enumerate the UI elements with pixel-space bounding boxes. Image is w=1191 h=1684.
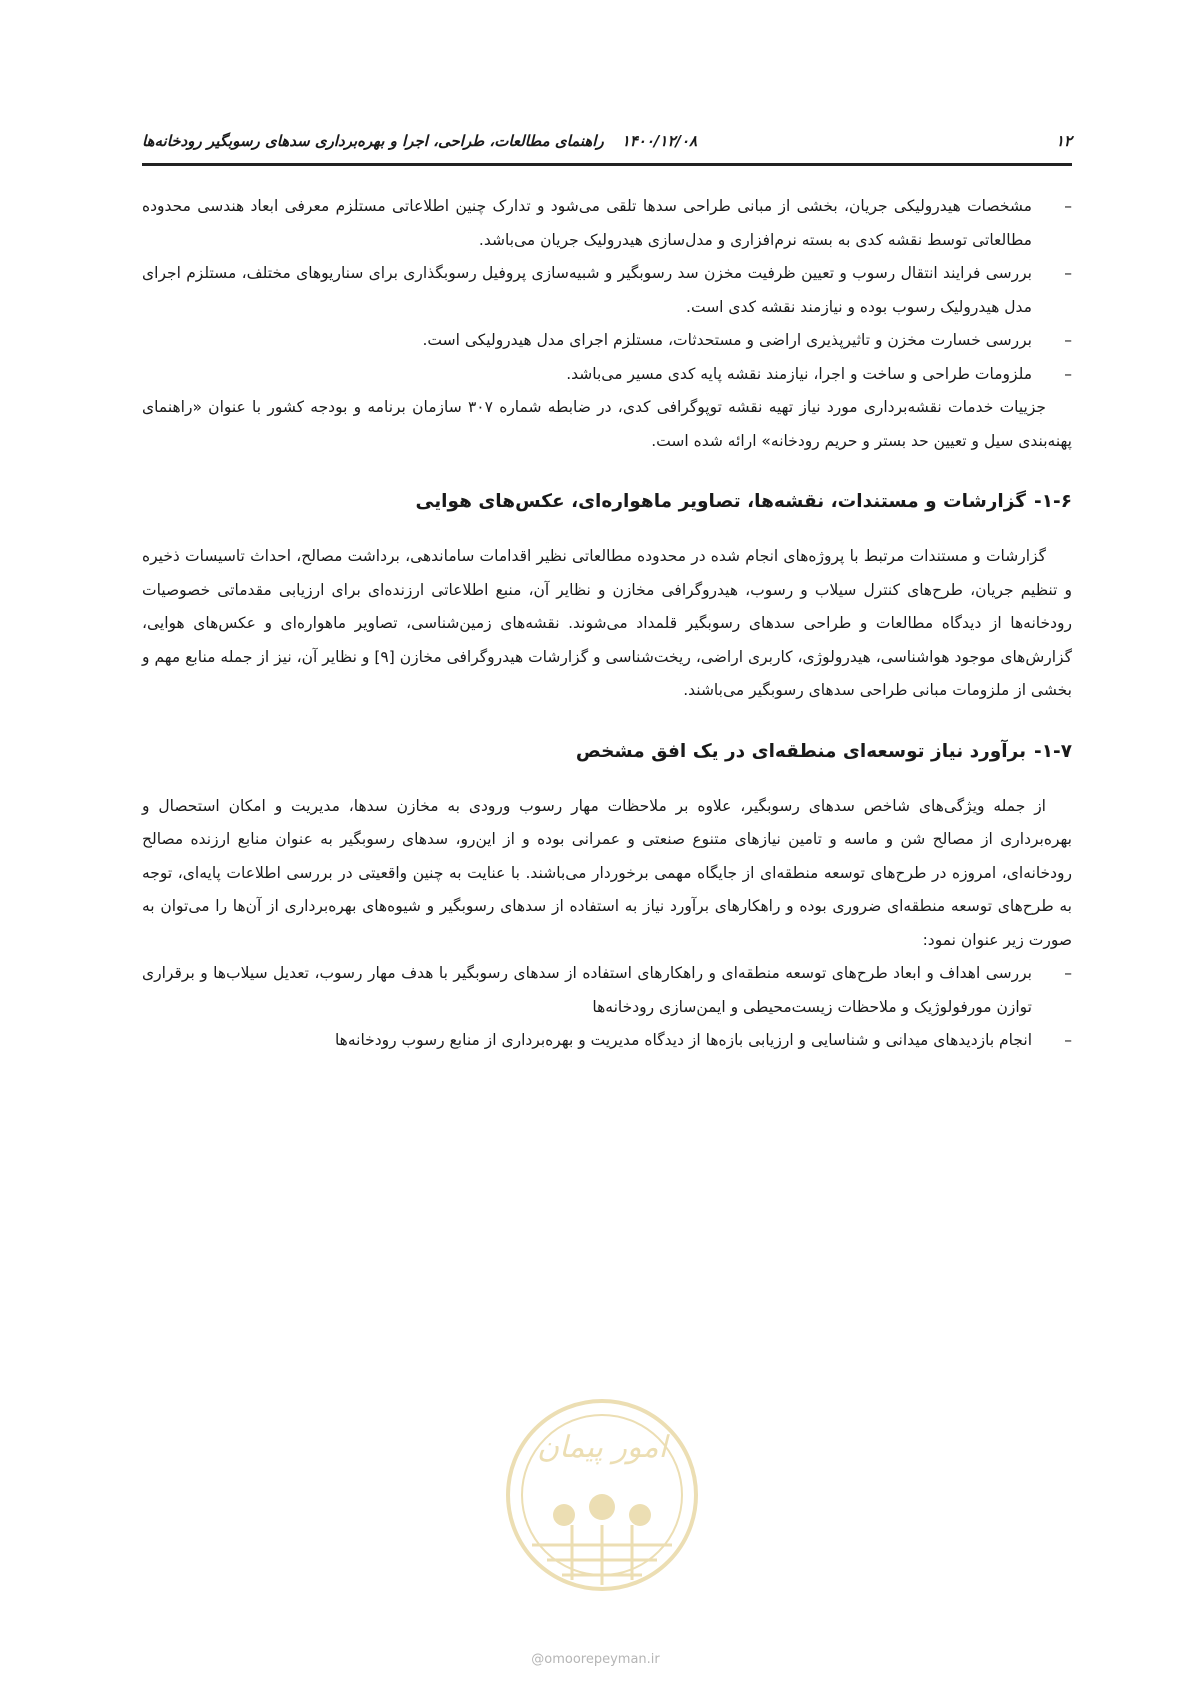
list-item	[142, 957, 1072, 1024]
section-number: ۱-۷-	[1034, 740, 1072, 762]
section-heading-1-7	[142, 734, 1072, 770]
bullet-dash: –	[1064, 331, 1072, 349]
section-title: برآورد نیاز توسعه‌ای منطقه‌ای در یک افق مشخص	[575, 740, 1027, 762]
list-item-text: بررسی فرایند انتقال رسوب و تعیین ظرفیت مخزن سد رسوبگیر و شبیه‌سازی پروفیل رسوبگذاری برای سناریوهای مختلف، مستلزم اجرای مدل هیدرولیک رسوب بوده و نیازمند نقشه کدی است.	[142, 264, 1032, 316]
paragraph-section-1-6: گزارشات و مستندات مرتبط با پروژه‌های انجام شده در محدوده مطالعاتی نظیر اقدامات ساماندهی، برداشت مصالح، احداث تاسیسات ذخیره و تنظیم جریان، طرح‌های کنترل سیلاب و رسوب، هیدروگرافی مخازن و نظایر آن، منبع اطلاعاتی ارزنده‌ای برای ارزیابی مقدماتی خصوصیات رودخانه‌ها از دیدگاه مطالعات و طراحی سدهای رسوبگیر قلمداد می‌شوند. نقشه‌های زمین‌شناسی، تصاویر ماهواره‌ای و عکس‌های هوایی، گزارش‌های موجود هواشناسی، هیدرولوژی، کاربری اراضی، ریخت‌شناسی و گزارشات هیدروگرافی مخازن [۹] و نظایر آن، نیز از جمله منابع مهم و بخشی از ملزومات مبانی طراحی سدهای رسوبگیر می‌باشند.	[142, 547, 1072, 699]
paragraph-section-1-7: از جمله ویژگی‌های شاخص سدهای رسوبگیر، علاوه بر ملاحظات مهار رسوب ورودی به مخازن سدها، مدیریت و امکان استحصال و بهره‌برداری از مصالح شن و ماسه و تامین نیازهای متنوع صنعتی و عمرانی بوده و از این‌رو، سدهای رسوبگیر به عنوان منابع ارزنده مصالح رودخانه‌ای، امروزه در طرح‌های توسعه منطقه‌ای از جایگاه مهمی برخوردار می‌باشند. با عنایت به چنین واقعیتی در بررسی اطلاعات پایه‌ای، توجه به طرح‌های توسعه منطقه‌ای ضروری بوده و راهکارهای برآورد نیاز به استفاده از سدهای رسوبگیر و شیوه‌های بهره‌برداری از آن‌ها را می‌توان به صورت زیر عنوان نمود:	[142, 796, 1072, 949]
running-title	[142, 132, 697, 150]
list-item-text: بررسی اهداف و ابعاد طرح‌های توسعه منطقه‌ای و راهکارهای استفاده از سدهای رسوبگیر با هدف مهار رسوب، تعدیل سیلاب‌ها و برقراری توازن مورفولوژیک و ملاحظات زیست‌محیطی و ایمن‌سازی رودخانه‌ها	[142, 964, 1032, 1016]
paragraph-survey-details: جزییات خدمات نقشه‌برداری مورد نیاز تهیه نقشه توپوگرافی کدی، در ضابطه شماره ۳۰۷ سازمان برنامه و بودجه کشور با عنوان «راهنمای پهنه‌بندی سیل و تعیین حد بستر و حریم رودخانه» ارائه شده است.	[142, 398, 1072, 450]
list-item	[142, 1024, 1072, 1058]
list-item-text: انجام بازدیدهای میدانی و شناسایی و ارزیابی بازه‌ها از دیدگاه مدیریت و بهره‌برداری از منابع رسوب رودخانه‌ها	[334, 1031, 1032, 1049]
list-item	[142, 358, 1072, 392]
watermark-website: @omoorepeyman.ir	[531, 1652, 660, 1667]
bullet-dash: –	[1064, 1031, 1072, 1049]
list-item-text: مشخصات هیدرولیکی جریان، بخشی از مبانی طراحی سدها تلقی می‌شود و تدارک چنین اطلاعاتی مستلزم معرفی ابعاد هندسی محدوده مطالعاتی توسط نقشه کدی به بسته نرم‌افزاری و مدل‌سازی هیدرولیک جریان می‌باشد.	[142, 197, 1032, 249]
list-item	[142, 190, 1072, 257]
watermark-logo	[502, 1395, 702, 1605]
page-header	[142, 128, 1072, 160]
bullet-dash: –	[1064, 264, 1072, 282]
page-number: ۱۲	[1055, 132, 1072, 150]
list-item	[142, 324, 1072, 358]
page-content	[142, 190, 1072, 1058]
section-title: گزارشات و مستندات، نقشه‌ها، تصاویر ماهواره‌ای، عکس‌های هوایی	[415, 491, 1027, 512]
list-item-text: ملزومات طراحی و ساخت و اجرا، نیازمند نقشه پایه کدی مسیر می‌باشد.	[566, 364, 1032, 383]
list-item-text: بررسی خسارت مخزن و تاثیرپذیری اراضی و مستحدثات، مستلزم اجرای مدل هیدرولیکی است.	[422, 331, 1032, 349]
section-number: ۱-۶-	[1034, 491, 1072, 512]
bullet-dash: –	[1064, 364, 1072, 383]
bullet-list-hydraulics	[142, 190, 1072, 391]
header-rule	[142, 163, 1072, 166]
bullet-dash: –	[1064, 197, 1072, 215]
section-heading-1-6	[142, 484, 1072, 520]
header-title: راهنمای مطالعات، طراحی، اجرا و بهره‌برداری سدهای رسوبگیر رودخانه‌ها	[142, 132, 604, 150]
list-item	[142, 257, 1072, 324]
bullet-dash: –	[1064, 964, 1072, 982]
bullet-list-regional	[142, 957, 1072, 1058]
header-date: ۱۴۰۰/۱۲/۰۸	[621, 132, 698, 150]
watermark-logo-text: امور پیمان	[537, 1430, 667, 1465]
